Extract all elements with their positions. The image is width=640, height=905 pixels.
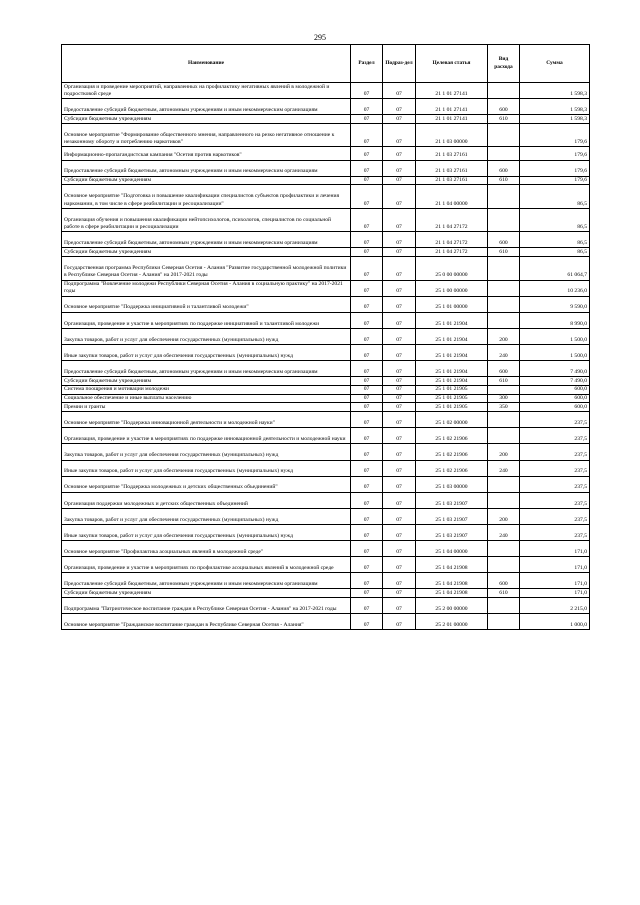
row-podrazdel: 07: [383, 403, 416, 412]
table-row: [62, 147, 590, 160]
row-summa: 61 064,7: [520, 257, 590, 280]
row-podrazdel: 07: [383, 428, 416, 444]
row-podrazdel: 07: [383, 557, 416, 573]
row-statya: 25 1 04 00000: [416, 541, 488, 557]
row-podrazdel: 07: [383, 589, 416, 598]
row-statya: 25 1 00 00000: [416, 280, 488, 296]
row-podrazdel: 07: [383, 573, 416, 589]
row-razdel: 07: [351, 208, 383, 231]
row-vid: [488, 280, 520, 296]
row-statya: 25 1 01 21904: [416, 377, 488, 386]
table-row: [62, 99, 590, 115]
table-row: [62, 428, 590, 444]
row-summa: 171,0: [520, 573, 590, 589]
row-razdel: 07: [351, 444, 383, 460]
row-statya: 21 1 01 27141: [416, 115, 488, 124]
row-statya: 25 1 02 21906: [416, 428, 488, 444]
row-razdel: 07: [351, 403, 383, 412]
row-statya: 21 1 01 27141: [416, 83, 488, 99]
row-statya: 25 2 00 00000: [416, 598, 488, 614]
header-podrazdel: Подраз-дел: [383, 45, 416, 83]
row-podrazdel: 07: [383, 83, 416, 99]
row-name: Субсидии бюджетным учреждениям: [62, 589, 351, 598]
row-podrazdel: 07: [383, 460, 416, 476]
row-razdel: 07: [351, 524, 383, 540]
row-summa: 600,0: [520, 403, 590, 412]
row-podrazdel: 07: [383, 296, 416, 312]
row-vid: [488, 185, 520, 208]
table-row: [62, 123, 590, 146]
row-name: Основное мероприятие "Профилактика асоциальных явлений в молодежной среде": [62, 541, 351, 557]
table-row: [62, 257, 590, 280]
row-name: Основное мероприятие "Гражданское воспитание граждан в Республике Северная Осетия - Алания": [62, 614, 351, 630]
row-razdel: 07: [351, 312, 383, 328]
row-name: Закупка товаров, работ и услуг для обеспечения государственных (муниципальных) нужд: [62, 444, 351, 460]
row-statya: 25 1 03 21907: [416, 492, 488, 508]
row-vid: [488, 614, 520, 630]
table-row: [62, 160, 590, 176]
row-statya: 21 1 04 00000: [416, 185, 488, 208]
row-razdel: 07: [351, 541, 383, 557]
row-razdel: 07: [351, 160, 383, 176]
row-statya: 25 1 02 21906: [416, 460, 488, 476]
row-summa: 171,0: [520, 589, 590, 598]
row-name: Основное мероприятие "Формирование общественного мнения, направленного на резко негативное отношение к незаконному обороту и потреблению наркотиков": [62, 123, 351, 146]
row-summa: 179,6: [520, 123, 590, 146]
row-name: Подпрограмма "Патриотическое воспитание граждан в Республике Северная Осетия - Алания" на 2017-2021 годы: [62, 598, 351, 614]
row-podrazdel: 07: [383, 280, 416, 296]
row-summa: 1 598,3: [520, 115, 590, 124]
row-summa: 237,5: [520, 412, 590, 428]
row-razdel: 07: [351, 280, 383, 296]
header-vid: Вид расхода: [488, 45, 520, 83]
row-summa: 8 990,0: [520, 312, 590, 328]
row-podrazdel: 07: [383, 360, 416, 376]
row-summa: 179,6: [520, 176, 590, 185]
table-row: [62, 232, 590, 248]
row-summa: 600,0: [520, 394, 590, 403]
row-name: Организация и проведение мероприятий, направленных на профилактику негативных явлений в молодежной и подростковой среде: [62, 83, 351, 99]
row-summa: 237,5: [520, 476, 590, 492]
header-razdel: Раздел: [351, 45, 383, 83]
row-statya: 21 1 04 27172: [416, 208, 488, 231]
row-razdel: 07: [351, 492, 383, 508]
row-statya: 21 1 03 27161: [416, 176, 488, 185]
row-podrazdel: 07: [383, 524, 416, 540]
row-name: Предоставление субсидий бюджетным, автономным учреждениям и иным некоммерческим организациям: [62, 573, 351, 589]
row-podrazdel: 07: [383, 176, 416, 185]
table-row: [62, 83, 590, 99]
row-summa: 86,5: [520, 185, 590, 208]
row-statya: 25 1 04 21908: [416, 557, 488, 573]
row-summa: 86,5: [520, 232, 590, 248]
row-summa: 237,5: [520, 492, 590, 508]
row-podrazdel: 07: [383, 598, 416, 614]
row-summa: 600,0: [520, 385, 590, 394]
row-vid: [488, 385, 520, 394]
row-podrazdel: 07: [383, 160, 416, 176]
row-vid: 600: [488, 360, 520, 376]
row-podrazdel: 07: [383, 476, 416, 492]
row-vid: [488, 257, 520, 280]
row-name: Иные закупки товаров, работ и услуг для обеспечения государственных (муниципальных) нужд: [62, 344, 351, 360]
header-statya: Целевая статья: [416, 45, 488, 83]
row-vid: [488, 476, 520, 492]
row-summa: 2 215,0: [520, 598, 590, 614]
row-statya: 21 1 03 27161: [416, 160, 488, 176]
row-razdel: 07: [351, 147, 383, 160]
row-razdel: 07: [351, 460, 383, 476]
row-name: Система поощрения и мотивации молодежи: [62, 385, 351, 394]
row-razdel: 07: [351, 508, 383, 524]
row-razdel: 07: [351, 573, 383, 589]
row-name: Основное мероприятие "Поддержка инновационной деятельности и молодежной науки": [62, 412, 351, 428]
row-vid: [488, 492, 520, 508]
row-summa: 1 598,3: [520, 99, 590, 115]
row-podrazdel: 07: [383, 614, 416, 630]
row-vid: 610: [488, 377, 520, 386]
row-vid: 240: [488, 524, 520, 540]
row-name: Предоставление субсидий бюджетным, автономным учреждениям и иным некоммерческим организациям: [62, 160, 351, 176]
row-summa: 7 490,0: [520, 360, 590, 376]
row-name: Организация, проведение и участие в мероприятиях по поддержке инновационной деятельности и молодежной науки: [62, 428, 351, 444]
row-summa: 237,5: [520, 508, 590, 524]
row-name: Основное мероприятие "Поддержка молодежных и детских общественных объединений": [62, 476, 351, 492]
row-razdel: 07: [351, 115, 383, 124]
row-podrazdel: 07: [383, 123, 416, 146]
row-vid: [488, 208, 520, 231]
row-summa: 171,0: [520, 557, 590, 573]
row-statya: 21 1 03 27161: [416, 147, 488, 160]
row-name: Иные закупки товаров, работ и услуг для обеспечения государственных (муниципальных) нужд: [62, 460, 351, 476]
row-razdel: 07: [351, 257, 383, 280]
row-razdel: 07: [351, 589, 383, 598]
row-podrazdel: 07: [383, 344, 416, 360]
row-razdel: 07: [351, 394, 383, 403]
row-podrazdel: 07: [383, 328, 416, 344]
row-summa: 7 490,0: [520, 377, 590, 386]
row-podrazdel: 07: [383, 185, 416, 208]
row-razdel: 07: [351, 598, 383, 614]
row-summa: 1 500,0: [520, 328, 590, 344]
table-row: [62, 598, 590, 614]
row-podrazdel: 07: [383, 394, 416, 403]
row-vid: [488, 123, 520, 146]
row-summa: 179,6: [520, 160, 590, 176]
row-razdel: 07: [351, 385, 383, 394]
table-row: [62, 394, 590, 403]
row-vid: [488, 428, 520, 444]
table-row: [62, 385, 590, 394]
row-statya: 25 1 01 21904: [416, 344, 488, 360]
row-podrazdel: 07: [383, 541, 416, 557]
row-summa: 1 500,0: [520, 344, 590, 360]
row-podrazdel: 07: [383, 385, 416, 394]
row-razdel: 07: [351, 185, 383, 208]
table-row: [62, 328, 590, 344]
row-name: Субсидии бюджетным учреждениям: [62, 176, 351, 185]
table-row: [62, 460, 590, 476]
row-statya: 21 1 04 27172: [416, 248, 488, 257]
table-row: [62, 403, 590, 412]
row-vid: [488, 296, 520, 312]
row-razdel: 07: [351, 328, 383, 344]
row-statya: 25 1 01 21904: [416, 360, 488, 376]
row-name: Основное мероприятие "Подготовка и повышение квалификации специалистов субъектов профилактики и лечения наркомании, в том числе в сфере реабилитации и ресоциализации": [62, 185, 351, 208]
row-razdel: 07: [351, 176, 383, 185]
row-summa: 237,5: [520, 428, 590, 444]
row-name: Информационно-пропагандистская кампания "Осетия против наркотиков": [62, 147, 351, 160]
table-row: [62, 412, 590, 428]
row-summa: 86,5: [520, 208, 590, 231]
row-name: Предоставление субсидий бюджетным, автономным учреждениям и иным некоммерческим организациям: [62, 232, 351, 248]
row-vid: 240: [488, 460, 520, 476]
row-name: Иные закупки товаров, работ и услуг для обеспечения государственных (муниципальных) нужд: [62, 524, 351, 540]
row-vid: [488, 541, 520, 557]
row-statya: 21 1 04 27172: [416, 232, 488, 248]
row-razdel: 07: [351, 83, 383, 99]
row-summa: 86,5: [520, 248, 590, 257]
row-statya: 25 1 01 21905: [416, 394, 488, 403]
row-name: Субсидии бюджетным учреждениям: [62, 248, 351, 257]
row-podrazdel: 07: [383, 508, 416, 524]
row-statya: 25 1 01 21905: [416, 385, 488, 394]
row-vid: [488, 147, 520, 160]
row-vid: 200: [488, 444, 520, 460]
table-row: [62, 280, 590, 296]
row-podrazdel: 07: [383, 312, 416, 328]
row-name: Организация поддержки молодежных и детских общественных объединений: [62, 492, 351, 508]
page-number: 295: [314, 33, 326, 42]
row-razdel: 07: [351, 344, 383, 360]
row-statya: 25 0 00 00000: [416, 257, 488, 280]
row-name: Подпрограмма "Вовлечение молодежи Республики Северная Осетия - Алания в социальную практику" на 2017-2021 годы: [62, 280, 351, 296]
table-row: [62, 541, 590, 557]
row-razdel: 07: [351, 248, 383, 257]
table-row: [62, 312, 590, 328]
table-row: [62, 176, 590, 185]
table-row: [62, 208, 590, 231]
row-summa: 237,5: [520, 444, 590, 460]
table-row: [62, 524, 590, 540]
row-name: Социальное обеспечение и иные выплаты населению: [62, 394, 351, 403]
table-row: [62, 377, 590, 386]
row-summa: 179,6: [520, 147, 590, 160]
row-vid: 610: [488, 589, 520, 598]
row-vid: 300: [488, 394, 520, 403]
row-vid: [488, 312, 520, 328]
row-vid: [488, 83, 520, 99]
row-vid: [488, 598, 520, 614]
row-vid: 240: [488, 344, 520, 360]
table-row: [62, 492, 590, 508]
table-row: [62, 248, 590, 257]
row-name: Государственная программа Республики Северная Осетия - Алания "Развитие государственной молодежной политики в Республике Северная Осетия - Алания" на 2017-2021 годы: [62, 257, 351, 280]
header-name: Наименование: [62, 45, 351, 83]
row-statya: 25 1 01 21904: [416, 328, 488, 344]
row-podrazdel: 07: [383, 147, 416, 160]
row-vid: 600: [488, 160, 520, 176]
row-statya: 25 1 04 21908: [416, 573, 488, 589]
row-razdel: 07: [351, 476, 383, 492]
header-row: [62, 45, 590, 83]
row-summa: 9 590,0: [520, 296, 590, 312]
row-vid: 600: [488, 232, 520, 248]
row-name: Предоставление субсидий бюджетным, автономным учреждениям и иным некоммерческим организациям: [62, 360, 351, 376]
row-vid: 610: [488, 176, 520, 185]
row-name: Организация обучения и повышения квалификации нейтопсихологов, психологов, специалистов по социальной работе в сфере реабилитации и ресоциализации: [62, 208, 351, 231]
row-razdel: 07: [351, 123, 383, 146]
row-razdel: 07: [351, 412, 383, 428]
row-podrazdel: 07: [383, 208, 416, 231]
row-summa: 1 598,3: [520, 83, 590, 99]
row-statya: 21 1 03 00000: [416, 123, 488, 146]
row-razdel: 07: [351, 377, 383, 386]
row-statya: 25 1 03 21907: [416, 524, 488, 540]
row-name: Закупка товаров, работ и услуг для обеспечения государственных (муниципальных) нужд: [62, 328, 351, 344]
row-statya: 25 1 04 21908: [416, 589, 488, 598]
row-name: Организация, проведение и участие в мероприятиях по профилактике асоциальных явлений в молодежной среде: [62, 557, 351, 573]
row-name: Субсидии бюджетным учреждениям: [62, 377, 351, 386]
table-row: [62, 557, 590, 573]
row-statya: 25 1 01 21904: [416, 312, 488, 328]
table-row: [62, 344, 590, 360]
row-summa: 171,0: [520, 541, 590, 557]
row-vid: 200: [488, 508, 520, 524]
table-row: [62, 444, 590, 460]
row-vid: 200: [488, 328, 520, 344]
row-statya: 25 1 02 00000: [416, 412, 488, 428]
row-vid: 610: [488, 248, 520, 257]
row-name: Организация, проведение и участие в мероприятиях по поддержке инициативной и талантливой молодежи: [62, 312, 351, 328]
row-razdel: 07: [351, 360, 383, 376]
row-podrazdel: 07: [383, 232, 416, 248]
header-summa: Сумма: [520, 45, 590, 83]
table-row: [62, 476, 590, 492]
table-row: [62, 508, 590, 524]
row-podrazdel: 07: [383, 377, 416, 386]
table-row: [62, 573, 590, 589]
row-name: Закупка товаров, работ и услуг для обеспечения государственных (муниципальных) нужд: [62, 508, 351, 524]
row-podrazdel: 07: [383, 99, 416, 115]
row-razdel: 07: [351, 232, 383, 248]
table-row: [62, 185, 590, 208]
row-podrazdel: 07: [383, 248, 416, 257]
table-row: [62, 115, 590, 124]
row-name: Предоставление субсидий бюджетным, автономным учреждениям и иным некоммерческим организациям: [62, 99, 351, 115]
table-row: [62, 360, 590, 376]
row-razdel: 07: [351, 614, 383, 630]
row-summa: 237,5: [520, 460, 590, 476]
table-row: [62, 614, 590, 630]
budget-table: [61, 44, 590, 630]
row-razdel: 07: [351, 99, 383, 115]
row-summa: 1 000,0: [520, 614, 590, 630]
row-name: Основное мероприятие "Поддержка инициативной и талантливой молодежи": [62, 296, 351, 312]
row-statya: 25 1 03 00000: [416, 476, 488, 492]
row-razdel: 07: [351, 296, 383, 312]
row-statya: 25 1 01 00000: [416, 296, 488, 312]
row-podrazdel: 07: [383, 412, 416, 428]
row-razdel: 07: [351, 428, 383, 444]
row-vid: 610: [488, 115, 520, 124]
row-vid: 600: [488, 573, 520, 589]
row-statya: 25 1 03 21907: [416, 508, 488, 524]
table-row: [62, 589, 590, 598]
row-statya: 25 1 02 21906: [416, 444, 488, 460]
row-vid: 350: [488, 403, 520, 412]
row-podrazdel: 07: [383, 115, 416, 124]
table-row: [62, 296, 590, 312]
row-vid: 600: [488, 99, 520, 115]
row-summa: 10 236,0: [520, 280, 590, 296]
row-statya: 25 1 01 21905: [416, 403, 488, 412]
row-name: Премии и гранты: [62, 403, 351, 412]
row-statya: 25 2 01 00000: [416, 614, 488, 630]
row-podrazdel: 07: [383, 444, 416, 460]
row-summa: 237,5: [520, 524, 590, 540]
table-body: [62, 83, 590, 630]
row-name: Субсидии бюджетным учреждениям: [62, 115, 351, 124]
row-razdel: 07: [351, 557, 383, 573]
row-vid: [488, 557, 520, 573]
row-podrazdel: 07: [383, 492, 416, 508]
row-vid: [488, 412, 520, 428]
row-podrazdel: 07: [383, 257, 416, 280]
row-statya: 21 1 01 27141: [416, 99, 488, 115]
